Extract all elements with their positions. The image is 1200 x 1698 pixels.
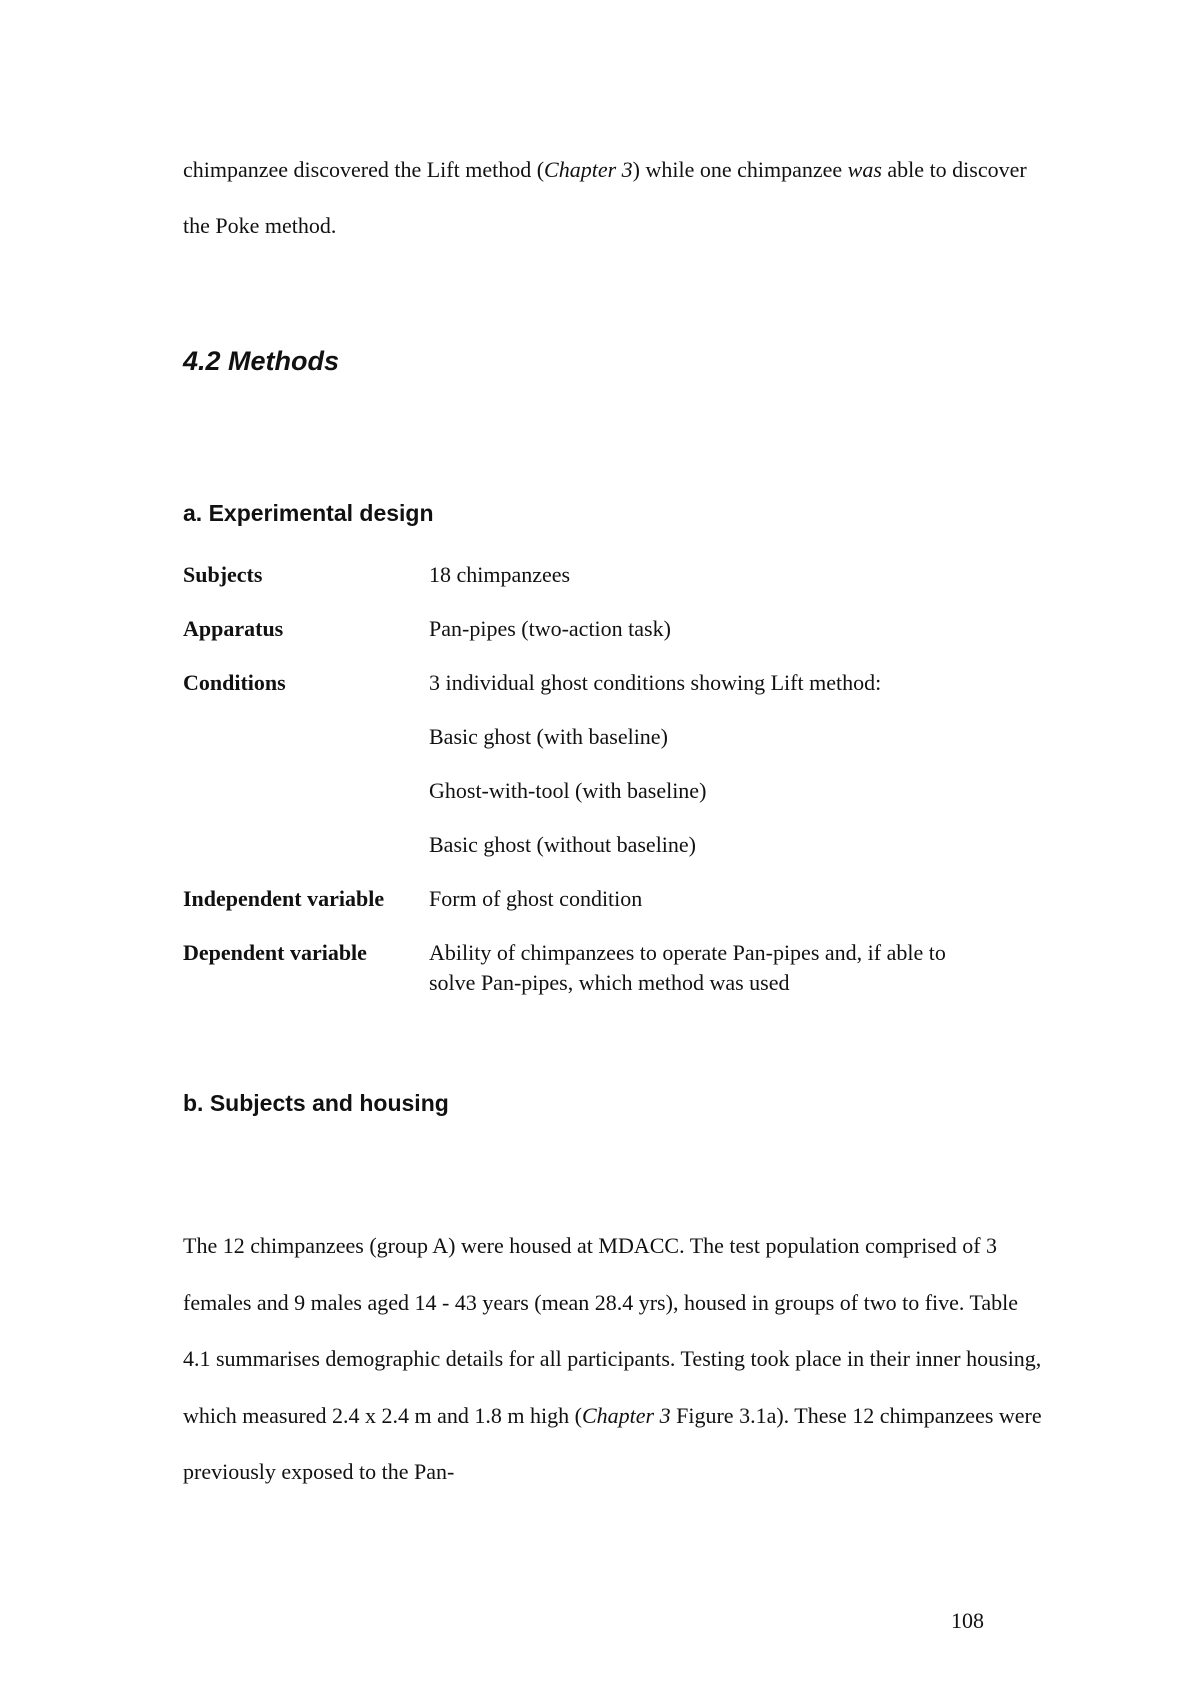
design-value: Form of ghost condition [429,886,643,911]
design-label [183,722,429,776]
design-row-condition-3 [183,830,949,884]
design-value: 3 individual ghost conditions showing Lift method: [429,670,882,695]
subjects-housing-paragraph [183,1218,1043,1501]
design-value: 18 chimpanzees [429,562,571,587]
design-value: Pan-pipes (two-action task) [429,616,671,641]
design-label: Dependent variable [183,940,367,965]
design-value: Basic ghost (without baseline) [429,832,697,857]
design-row-dependent-variable [183,938,949,1022]
intro-text-3: able to discover the Poke method. [183,157,1027,238]
design-row-independent-variable [183,884,949,938]
design-value: Basic ghost (with baseline) [429,724,668,749]
design-value: Ghost-with-tool (with baseline) [429,778,707,803]
subjects-housing-heading: b. Subjects and housing [183,1090,449,1116]
design-label: Apparatus [183,616,284,641]
design-row-conditions [183,668,949,722]
section-heading: 4.2 Methods [183,346,340,376]
chapter-reference: Chapter 3 [544,157,633,182]
chapter-reference: Chapter 3 [582,1402,671,1428]
intro-text-1: chimpanzee discovered the Lift method ( [183,157,545,182]
experimental-design-table [183,560,949,1022]
experimental-design-heading: a. Experimental design [183,500,434,526]
housing-text-2: Figure 3.1a). These 12 chimpanzees were previously exposed to the Pan- [183,1402,1042,1484]
emphasis-was: was [847,157,882,182]
design-row-condition-2 [183,776,949,830]
design-label: Subjects [183,562,263,587]
design-label [183,830,429,884]
design-value: Ability of chimpanzees to operate Pan-pipes and, if able to solve Pan-pipes, which method was used [429,940,946,995]
design-label [183,776,429,830]
design-label: Conditions [183,670,286,695]
design-row-apparatus [183,614,949,668]
page-number: 108 [951,1608,984,1633]
intro-paragraph [183,142,1043,254]
design-row-condition-1 [183,722,949,776]
housing-text-1: The 12 chimpanzees (group A) were housed at MDACC. The test population comprised of 3 females and 9 males aged 14 - 43 years (mean 28.4 yrs), housed in groups of two to five. Table 4.1 summarises demographic details for all participants. Testing took place in their inner housing, which measured 2.4 x 2.4 m and 1.8 m high ( [183,1233,1042,1428]
intro-text-2: ) while one chimpanzee [632,157,848,182]
design-label: Independent variable [183,886,385,911]
design-row-subjects [183,560,949,614]
